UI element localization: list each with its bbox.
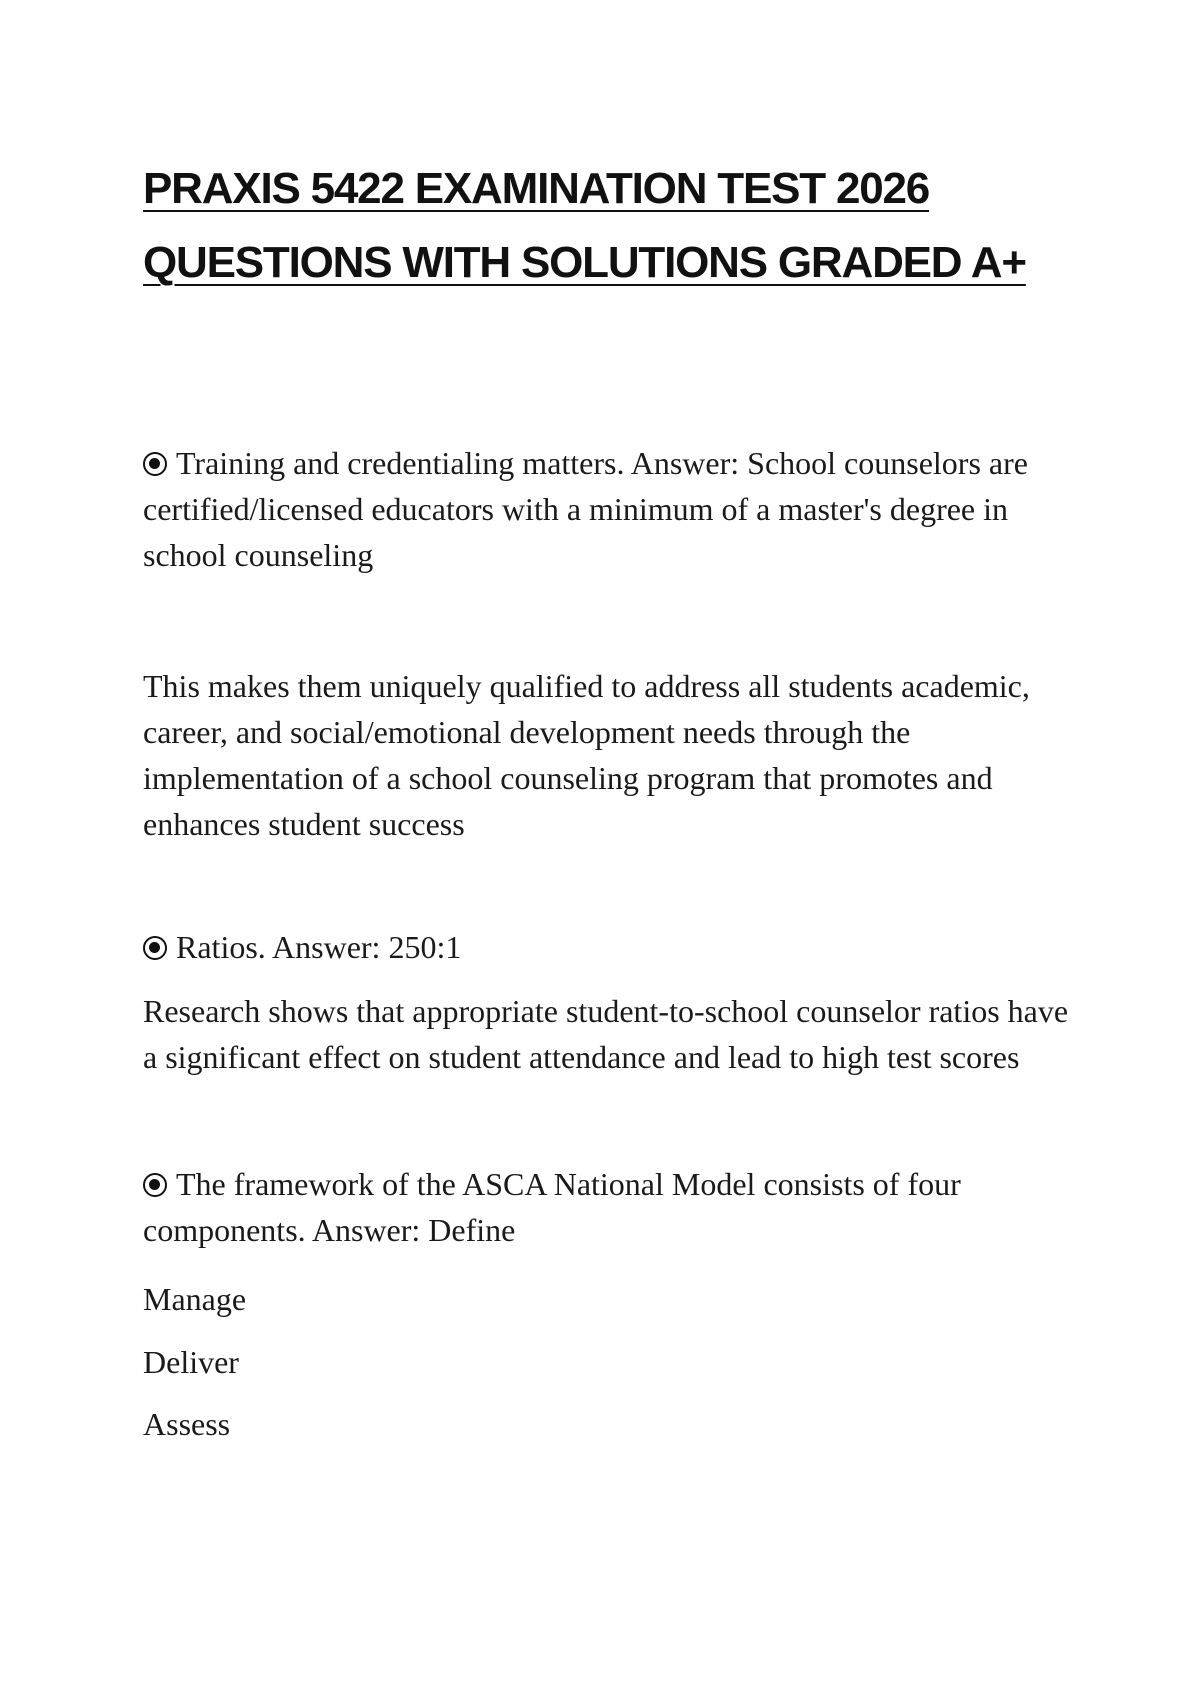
question-2 (143, 924, 1078, 970)
question-1-text: Training and credentialing matters. Answer: School counselors are certified/licensed educators with a minimum of a master's degree in school counseling (143, 445, 1028, 573)
question-3-text: The framework of the ASCA National Model consists of four components. Answer: Define (143, 1166, 961, 1248)
radio-bullet-icon (143, 1173, 167, 1197)
radio-bullet-icon (143, 936, 167, 960)
answer-3-item: Deliver (143, 1344, 239, 1380)
answer-3-item: Assess (143, 1406, 231, 1442)
radio-bullet-icon (143, 452, 167, 476)
question-2-text: Ratios. Answer: 250:1 (176, 929, 462, 965)
page-title: PRAXIS 5422 EXAMINATION TEST 2026 QUESTIONS WITH SOLUTIONS GRADED A+ (143, 164, 1026, 287)
question-3 (143, 1161, 1078, 1253)
answer-2-detail: Research shows that appropriate student-to-school counselor ratios have a significant effect on student attendance and lead to high test scores (143, 993, 1069, 1075)
answer-1-detail: This makes them uniquely qualified to address all students academic, career, and social/emotional development needs through the implementation of a school counseling program that promotes and enhances student success (143, 668, 1030, 842)
question-1 (143, 440, 1078, 578)
answer-3-item: Manage (143, 1281, 247, 1317)
